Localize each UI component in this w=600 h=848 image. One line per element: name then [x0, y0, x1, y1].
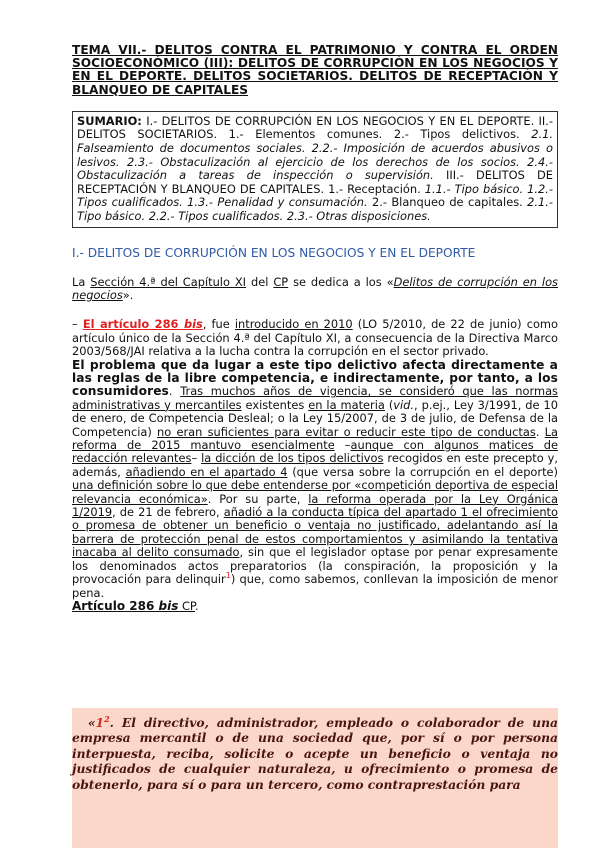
text: .	[195, 598, 199, 613]
paragraph-intro	[72, 276, 558, 303]
document-page	[72, 44, 558, 613]
quote-number: 1	[95, 715, 105, 730]
text: , p.ej., Ley 3/1991, de 10 de enero, de Competencia Desleal; o la Ley 15/2007, de 3 de julio, de Defensa de la Competencia)	[72, 397, 558, 439]
text: –	[191, 451, 202, 466]
link-section[interactable]: Sección 4.ª del Capítulo XI	[90, 274, 247, 289]
section-heading: I.- DELITOS DE CORRUPCIÓN EN LOS NEGOCIOS Y EN EL DEPORTE	[72, 245, 476, 260]
text: –	[334, 438, 351, 453]
summary-text-1: I.- DELITOS DE CORRUPCIÓN EN LOS NEGOCIOS Y EN EL DEPORTE. II.- DELITOS SOCIETARIOS. 1.- Elementos comunes. 2.- Tipos delictivos.	[77, 113, 553, 142]
text: existentes	[241, 397, 309, 412]
text: La	[72, 274, 91, 289]
dash: –	[72, 317, 83, 332]
summary-text-2: 2.1. Falseamiento de documentos sociales. 2.2.- Imposición de acuerdos abusivos o lesivos. 2.3.- Obstaculización al ejercicio de los derechos de los socios. 2.4.- Obstaculización a tareas de inspección o supervisión.	[77, 127, 553, 183]
summary-text-5: 2.- Blanqueo de capitales.	[367, 195, 528, 210]
summary-box	[72, 111, 558, 228]
article-label-link[interactable]	[72, 599, 178, 613]
article-link-bis: bis	[183, 317, 203, 332]
lead-bold: El problema que da lugar a este tipo delictivo afecta directamente a las reglas de la libre competencia, e indirectamente, por tanto, a los consumidores	[72, 357, 558, 399]
quote-footnote-ref[interactable]: 2	[104, 713, 110, 724]
article-link-text: El artículo 286	[82, 317, 184, 332]
article-label	[72, 600, 558, 613]
paragraph-article	[72, 318, 558, 358]
article-label-text: Artículo 286	[72, 598, 159, 613]
text: (	[384, 397, 394, 412]
paragraph-problem	[72, 359, 558, 600]
text: .	[535, 424, 545, 439]
article-quote	[72, 715, 558, 792]
underlined: la dicción de los tipos delictivos	[201, 451, 384, 466]
summary-text-3: III.- DELITOS DE RECEPTACIÓN Y BLANQUEO DE CAPITALES. 1.- Receptación.	[77, 168, 553, 196]
summary-text-6: 2.1.- Tipo básico. 2.2.- Tipos cualificados. 2.3.- Otras disposiciones.	[77, 195, 553, 223]
text: se dedica a los «	[288, 274, 394, 289]
text: (que versa sobre la corrupción en el deporte)	[287, 464, 558, 479]
text: (LO 5/2010, de 22 de junio) como artículo único de la Sección 4.ª del Capítulo XI, a consecuencia de la Directiva Marco 2003/568/JAI relativa a la lucha contra la corrupción en el sector privado.	[72, 317, 558, 359]
underlined: Tras muchos años de vigencia, se consideró que las normas administrativas y mercantiles	[72, 384, 558, 412]
underlined: no eran suficientes para evitar o reducir este tipo de conductas	[157, 424, 536, 439]
article-label-bis: bis	[158, 598, 179, 613]
text: . Por su parte,	[207, 491, 309, 506]
summary-label: SUMARIO:	[77, 113, 142, 128]
link-cp[interactable]: CP	[273, 274, 289, 289]
page-title: TEMA VII.- DELITOS CONTRA EL PATRIMONIO Y CONTRA EL ORDEN SOCIOECONÓMICO (III): DELITOS DE CORRUPCIÓN EN LOS NEGOCIOS Y EN EL DEPORTE. DELITOS SOCIETARIOS. DELITOS DE RECEPTACIÓN Y BLANQUEO DE CAPITALES	[72, 43, 558, 97]
underlined: La reforma de 2015 mantuvo esencialmente	[72, 424, 558, 453]
text: ».	[122, 287, 134, 302]
text: .	[168, 384, 181, 399]
text: , sin que el legislador optase por penar expresamente los denominados actos preparatorios (la conspiración, la proposición y la provocación para delinquir	[72, 545, 558, 587]
summary-text-4: 1.1.- Tipo básico. 1.2.- Tipos cualificados. 1.3.- Penalidad y consumación.	[77, 181, 553, 210]
underlined: la reforma operada por la Ley Orgánica 1/2019	[72, 491, 558, 520]
vid: vid.	[393, 397, 415, 412]
link-delitos[interactable]: Delitos de corrupción en los negocios	[72, 274, 558, 302]
quote-text: . El directivo, administrador, empleado o colaborador de una empresa mercantil o de una sociedad que, por sí o por persona interpuesta, reciba, solicite o acepte un beneficio o ventaja no justificados de cualquier naturaleza, u ofrecimiento o promesa de obtenerlo, para sí o para un tercero, como contraprestación para	[72, 715, 558, 792]
article-286bis-link[interactable]	[83, 317, 203, 331]
text: , fue	[202, 317, 235, 332]
text: , de 21 de febrero,	[112, 505, 224, 520]
underlined: en la materia	[308, 397, 385, 412]
underlined: una definición sobre lo que debe entenderse por «competición deportiva de especial relevancia económica»	[72, 478, 558, 506]
text: del	[246, 274, 274, 289]
underlined: añadiendo en el apartado 4	[125, 464, 288, 479]
article-label-cp[interactable]: CP	[178, 598, 196, 613]
quote-open: «	[87, 715, 96, 730]
footnote-ref[interactable]: 1	[225, 571, 231, 581]
text: recogidos en este precepto y, además,	[72, 451, 559, 479]
text: ) que, como sabemos, conllevan la imposición de menor pena.	[72, 572, 558, 600]
underlined: aunque con algunos matices de redacción relevantes	[72, 438, 558, 466]
underlined: añadió a la conducta típica del apartado 1 el ofrecimiento o promesa de obtener un beneficio o ventaja no justificado, adelantando así la barrera de protección penal de estos comportamientos y asimilando la tentativa inacaba al delito consumado	[72, 505, 558, 560]
link-introducido[interactable]: introducido en 2010	[234, 317, 353, 332]
